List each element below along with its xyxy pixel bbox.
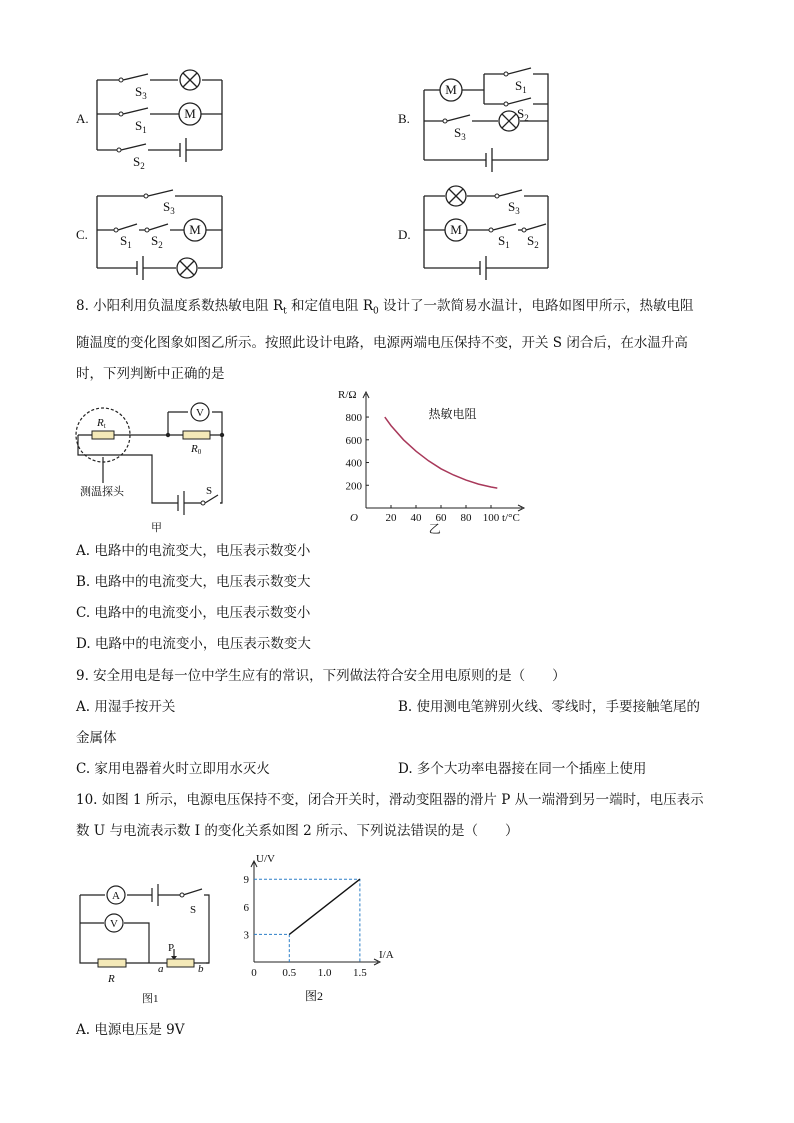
svg-text:R0: R0 bbox=[191, 443, 202, 456]
svg-text:S1: $S_1$ bbox=[498, 233, 510, 250]
svg-text:b: b bbox=[198, 963, 204, 975]
svg-text:A: A bbox=[112, 890, 120, 902]
y-tick-label: 800 bbox=[345, 412, 362, 425]
x-tick-label: 1.0 bbox=[317, 967, 332, 979]
y-tick-label: 200 bbox=[345, 480, 362, 493]
series-line-ui bbox=[289, 879, 360, 934]
q9-stem: 9. 安全用电是每一位中学生应有的常识，下列做法符合安全用电原则的是（ ） bbox=[76, 668, 566, 684]
svg-text:V: V bbox=[196, 407, 204, 419]
q8-fig-yi-chart bbox=[330, 390, 540, 535]
svg-text:S2: $S_2$ bbox=[517, 106, 529, 123]
q9-option-a[interactable]: A. 用湿手按开关 bbox=[76, 699, 176, 715]
svg-text:S: S bbox=[206, 485, 213, 497]
q8-option-a[interactable]: A. 电路中的电流变大，电压表示数变小 bbox=[76, 543, 311, 559]
figure-caption: 图2 bbox=[304, 989, 324, 1003]
guide-low bbox=[254, 934, 289, 962]
q7-circuits bbox=[0, 55, 794, 285]
motor-label: M bbox=[184, 106, 196, 121]
svg-text:P: P bbox=[168, 942, 175, 954]
svg-text:S3: $S_3$ bbox=[454, 125, 466, 142]
q8-stem-line1: 8. 小阳利用负温度系数热敏电阻 $R_t$ 和定值电阻 $R_0$ 设计了一款简易水温计，电路如图甲所示，热敏电阻 bbox=[76, 298, 694, 317]
svg-text:图1: 图1 bbox=[142, 993, 159, 1005]
svg-text:S2: $S_2$ bbox=[133, 154, 145, 171]
q8-stem-line2: 随温度的变化图象如图乙所示。按照此设计电路，电源两端电压保持不变，开关 S 闭合后，在水温升高 bbox=[76, 335, 688, 351]
x-tick-label: 0.5 bbox=[282, 967, 297, 979]
q10-stem-line1: 10. 如图 1 所示，电源电压保持不变，闭合开关时，滑动变阻器的滑片 P 从一端滑到另一端时，电压表示 bbox=[76, 792, 704, 808]
svg-text:S3: $S_3$ bbox=[135, 84, 147, 101]
q8-option-d[interactable]: D. 电路中的电流变小，电压表示数变大 bbox=[76, 636, 311, 652]
q9-option-b[interactable]: B. 使用测电笔辨别火线、零线时，手要接触笔尾的 bbox=[398, 699, 701, 715]
q8-stem-line3: 时，下列判断中正确的是 bbox=[76, 366, 225, 382]
x-tick-label: 0 bbox=[251, 967, 257, 979]
q9-option-b-cont: 金属体 bbox=[76, 730, 117, 746]
q10-option-a[interactable]: A. 电源电压是 9V bbox=[76, 1022, 185, 1038]
motor-label: M bbox=[445, 82, 457, 97]
origin-label: O bbox=[350, 512, 358, 524]
svg-text:甲: 甲 bbox=[151, 522, 162, 534]
svg-text:S1: $S_1$ bbox=[515, 78, 527, 95]
svg-text:S3: $S_3$ bbox=[508, 199, 520, 216]
svg-text:a: a bbox=[158, 963, 164, 975]
option-b-letter: B. bbox=[398, 111, 410, 126]
x-tick-label: 60 bbox=[435, 512, 447, 524]
svg-text:S1: $S_1$ bbox=[120, 233, 132, 250]
svg-text:S2: $S_2$ bbox=[527, 233, 539, 250]
series-line-thermistor bbox=[385, 417, 498, 488]
y-tick-label: 9 bbox=[243, 874, 249, 887]
svg-text:测温探头: 测温探头 bbox=[80, 486, 124, 498]
svg-text:S: S bbox=[190, 904, 197, 916]
q8-option-c[interactable]: C. 电路中的电流变小，电压表示数变小 bbox=[76, 605, 311, 621]
motor-label: M bbox=[450, 222, 462, 237]
curve-annotation: 热敏电阻 bbox=[428, 407, 477, 422]
q8-fig-jia bbox=[70, 395, 260, 535]
figure-caption: 乙 bbox=[428, 522, 441, 536]
y-tick-label: 6 bbox=[243, 901, 249, 914]
q10-stem-line2: 数 U 与电流表示数 I 的变化关系如图 2 所示、下列说法错误的是（ ） bbox=[76, 823, 519, 839]
x-axis-label: I/A bbox=[379, 949, 394, 961]
q9-option-d[interactable]: D. 多个大功率电器接在同一个插座上使用 bbox=[398, 761, 647, 777]
y-tick-label: 400 bbox=[345, 457, 362, 470]
y-axis-label: R/Ω bbox=[338, 389, 357, 401]
q10-fig1 bbox=[70, 880, 230, 1010]
svg-text:S2: $S_2$ bbox=[151, 233, 163, 250]
x-tick-label: 80 bbox=[460, 512, 472, 524]
svg-text:R: R bbox=[108, 973, 115, 985]
svg-text:S1: $S_1$ bbox=[135, 118, 147, 135]
q10-fig2-chart bbox=[240, 852, 394, 1012]
svg-text:S3: $S_3$ bbox=[163, 199, 175, 216]
x-tick-label: 100 bbox=[482, 512, 500, 524]
option-a-letter: A. bbox=[76, 111, 89, 126]
y-tick-label: 3 bbox=[243, 929, 249, 942]
x-axis-label: t/°C bbox=[502, 512, 520, 524]
option-c-letter: C. bbox=[76, 227, 88, 242]
y-tick-label: 600 bbox=[345, 434, 362, 447]
q9-option-c[interactable]: C. 家用电器着火时立即用水灭火 bbox=[76, 761, 270, 777]
x-tick-label: 40 bbox=[410, 512, 422, 524]
q8-option-b[interactable]: B. 电路中的电流变大，电压表示数变大 bbox=[76, 574, 311, 590]
x-tick-label: 1.5 bbox=[353, 967, 367, 979]
svg-text:V: V bbox=[110, 918, 118, 930]
x-tick-label: 20 bbox=[385, 512, 397, 524]
svg-text:Rt: Rt bbox=[97, 417, 106, 430]
option-d-letter: D. bbox=[398, 227, 411, 242]
y-axis-label: U/V bbox=[256, 853, 275, 865]
motor-label: M bbox=[189, 222, 201, 237]
